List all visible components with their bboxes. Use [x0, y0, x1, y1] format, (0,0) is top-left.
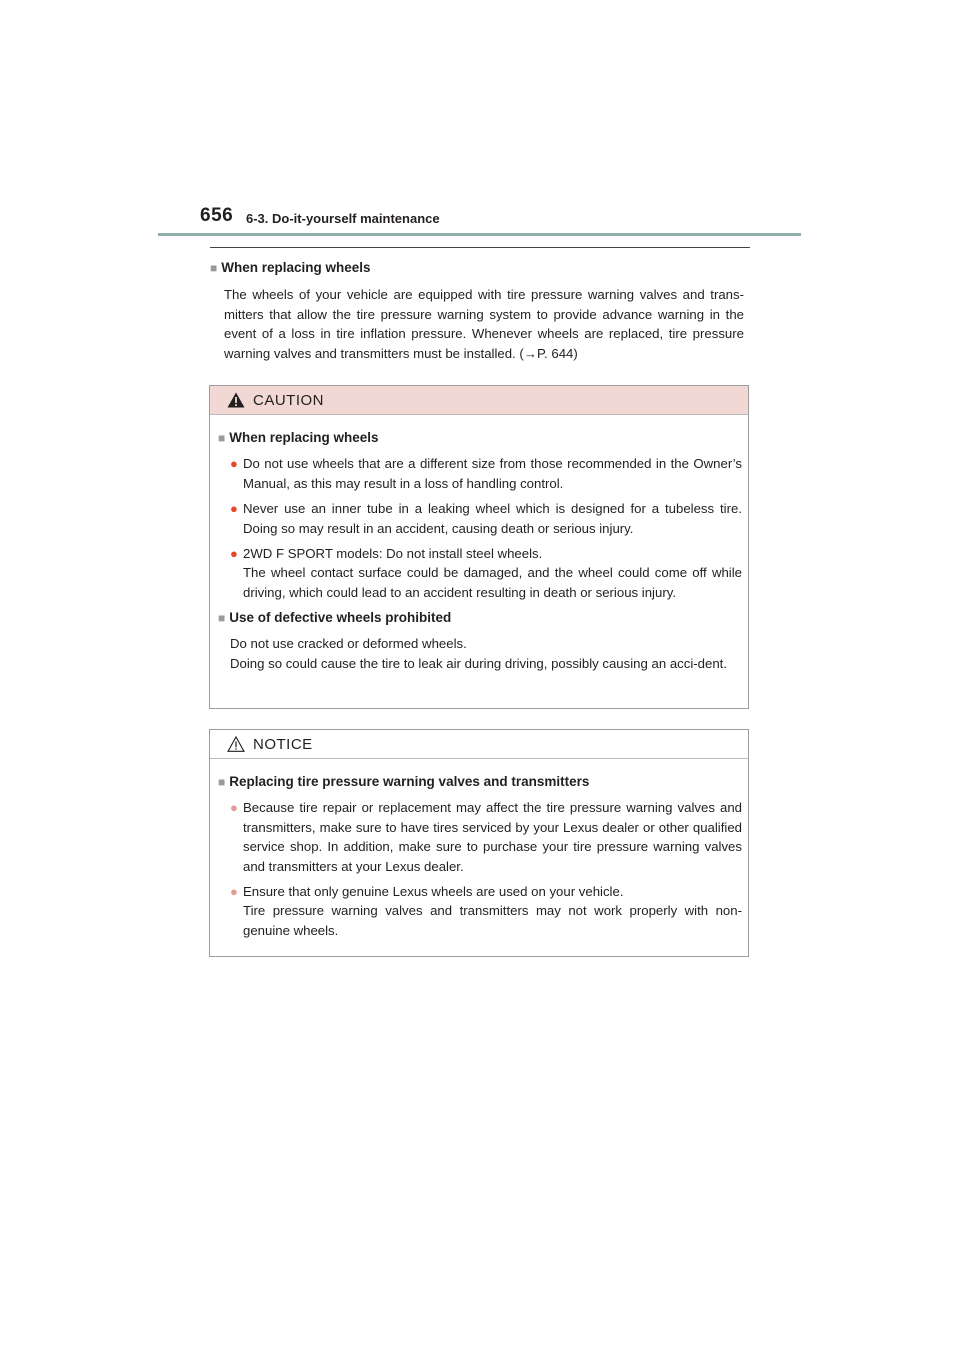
caution-box: [209, 385, 749, 709]
header-rule: [158, 233, 801, 236]
warning-triangle-icon: [227, 392, 245, 408]
caution-text-paragraph: Doing so could cause the tire to leak air during driving, possibly causing an acci-dent.: [230, 656, 728, 671]
warning-triangle-outline-icon: [227, 736, 245, 752]
notice-box: [209, 729, 749, 957]
notice-bullet-continuation: Tire pressure warning valves and transmitters may not work properly with non-genuine wheels.: [243, 903, 742, 938]
square-icon: ■: [210, 261, 218, 275]
intro-paragraph: The wheels of your vehicle are equipped with tire pressure warning valves and trans-mitters that allow the tire pressure warning system to provide advance warning in the event of a loss in tire inflation pressure. Whenever wheels are replaced, tire pressure warning valves and transmitters must be installed. (→P. 644): [224, 287, 744, 361]
notice-bullet: ● Ensure that only genuine Lexus wheels are used on your vehicle.: [230, 882, 742, 902]
notice-title: NOTICE: [253, 736, 313, 753]
bullet-icon: ●: [230, 800, 238, 815]
section-divider: [210, 247, 750, 248]
section-title: 6-3. Do-it-yourself maintenance: [246, 211, 440, 226]
bullet-icon: ●: [230, 501, 238, 516]
page-number: 656: [200, 205, 234, 226]
caution-bullet: ● 2WD F SPORT models: Do not install steel wheels.: [230, 544, 742, 564]
square-icon: ■: [218, 431, 226, 445]
intro-heading: ■ When replacing wheels: [210, 260, 371, 275]
caution-text-line: Do not use cracked or deformed wheels.: [230, 636, 467, 651]
caution-header: [210, 386, 748, 415]
caution-bullet: ● Never use an inner tube in a leaking wheel which is designed for a tubeless tire. Doing so may result in an accident, causing death or serious injury.: [230, 499, 742, 538]
notice-header: [210, 730, 748, 759]
bullet-icon: ●: [230, 546, 238, 561]
square-icon: ■: [218, 611, 226, 625]
square-icon: ■: [218, 775, 226, 789]
notice-bullet: ● Because tire repair or replacement may affect the tire pressure warning valves and transmitters, make sure to have tires serviced by your Lexus dealer or other qualified service shop. In addition, make sure to purchase your tire pressure warning valves and transmitters at your Lexus dealer.: [230, 798, 742, 876]
bullet-icon: ●: [230, 884, 238, 899]
bullet-icon: ●: [230, 456, 238, 471]
caution-heading-2: ■ Use of defective wheels prohibited: [218, 610, 452, 625]
caution-bullet: ● Do not use wheels that are a different size from those recommended in the Owner’s Manual, as this may result in a loss of handling control.: [230, 454, 742, 493]
caution-bullet-continuation: The wheel contact surface could be damaged, and the wheel could come off while driving, which could lead to an accident resulting in death or serious injury.: [243, 565, 742, 600]
page-header: [200, 205, 760, 233]
notice-heading: ■ Replacing tire pressure warning valves and transmitters: [218, 774, 590, 789]
caution-title: CAUTION: [253, 392, 324, 409]
caution-heading-1: ■ When replacing wheels: [218, 430, 379, 445]
